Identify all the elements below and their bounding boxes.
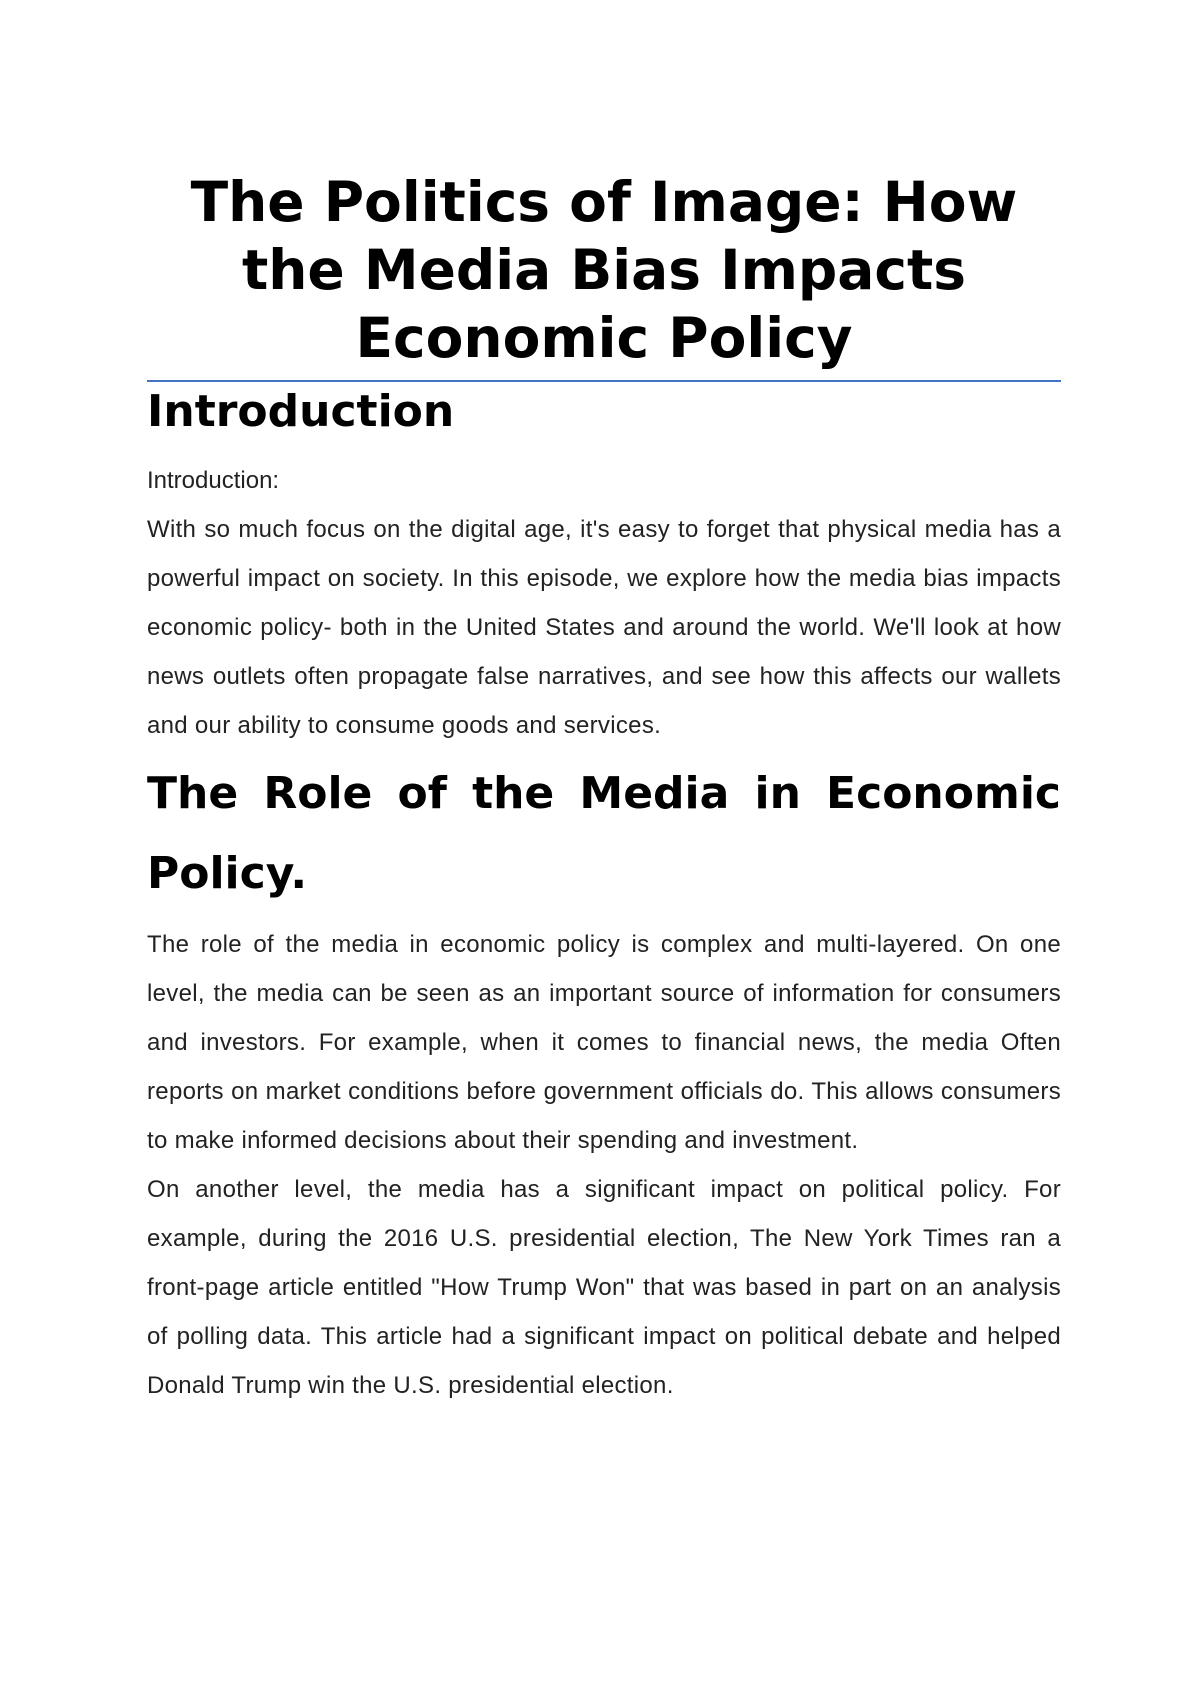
- section-heading-role-of-media: The Role of the Media in Economic Policy.: [147, 768, 1061, 899]
- introduction-label: Introduction:: [147, 467, 280, 494]
- introduction-paragraph: With so much focus on the digital age, it's easy to forget that physical media has a powerful impact on society. In this episode, we explore how the media bias impacts economic policy- both in the United States and around the world. We'll look at how news outlets often propagate false narratives, and see how this affects our wallets and our ability to consume goods and services.: [147, 516, 1061, 739]
- section-heading-introduction: Introduction: [147, 386, 455, 437]
- document-page: [147, 168, 1061, 1410]
- role-paragraph-2: On another level, the media has a significant impact on political policy. For example, during the 2016 U.S. presidential election, The New York Times ran a front-page article entitled "How Trump Won" that was based in part on an analysis of polling data. This article had a significant impact on political debate and helped Donald Trump win the U.S. presidential election.: [147, 1176, 1061, 1399]
- role-paragraph-1: The role of the media in economic policy is complex and multi-layered. On one level, the media can be seen as an important source of information for consumers and investors. For example, when it comes to financial news, the media Often reports on market conditions before government officials do. This allows consumers to make informed decisions about their spending and investment.: [147, 931, 1061, 1154]
- document-title: The Politics of Image: How the Media Bias Impacts Economic Policy: [147, 168, 1061, 382]
